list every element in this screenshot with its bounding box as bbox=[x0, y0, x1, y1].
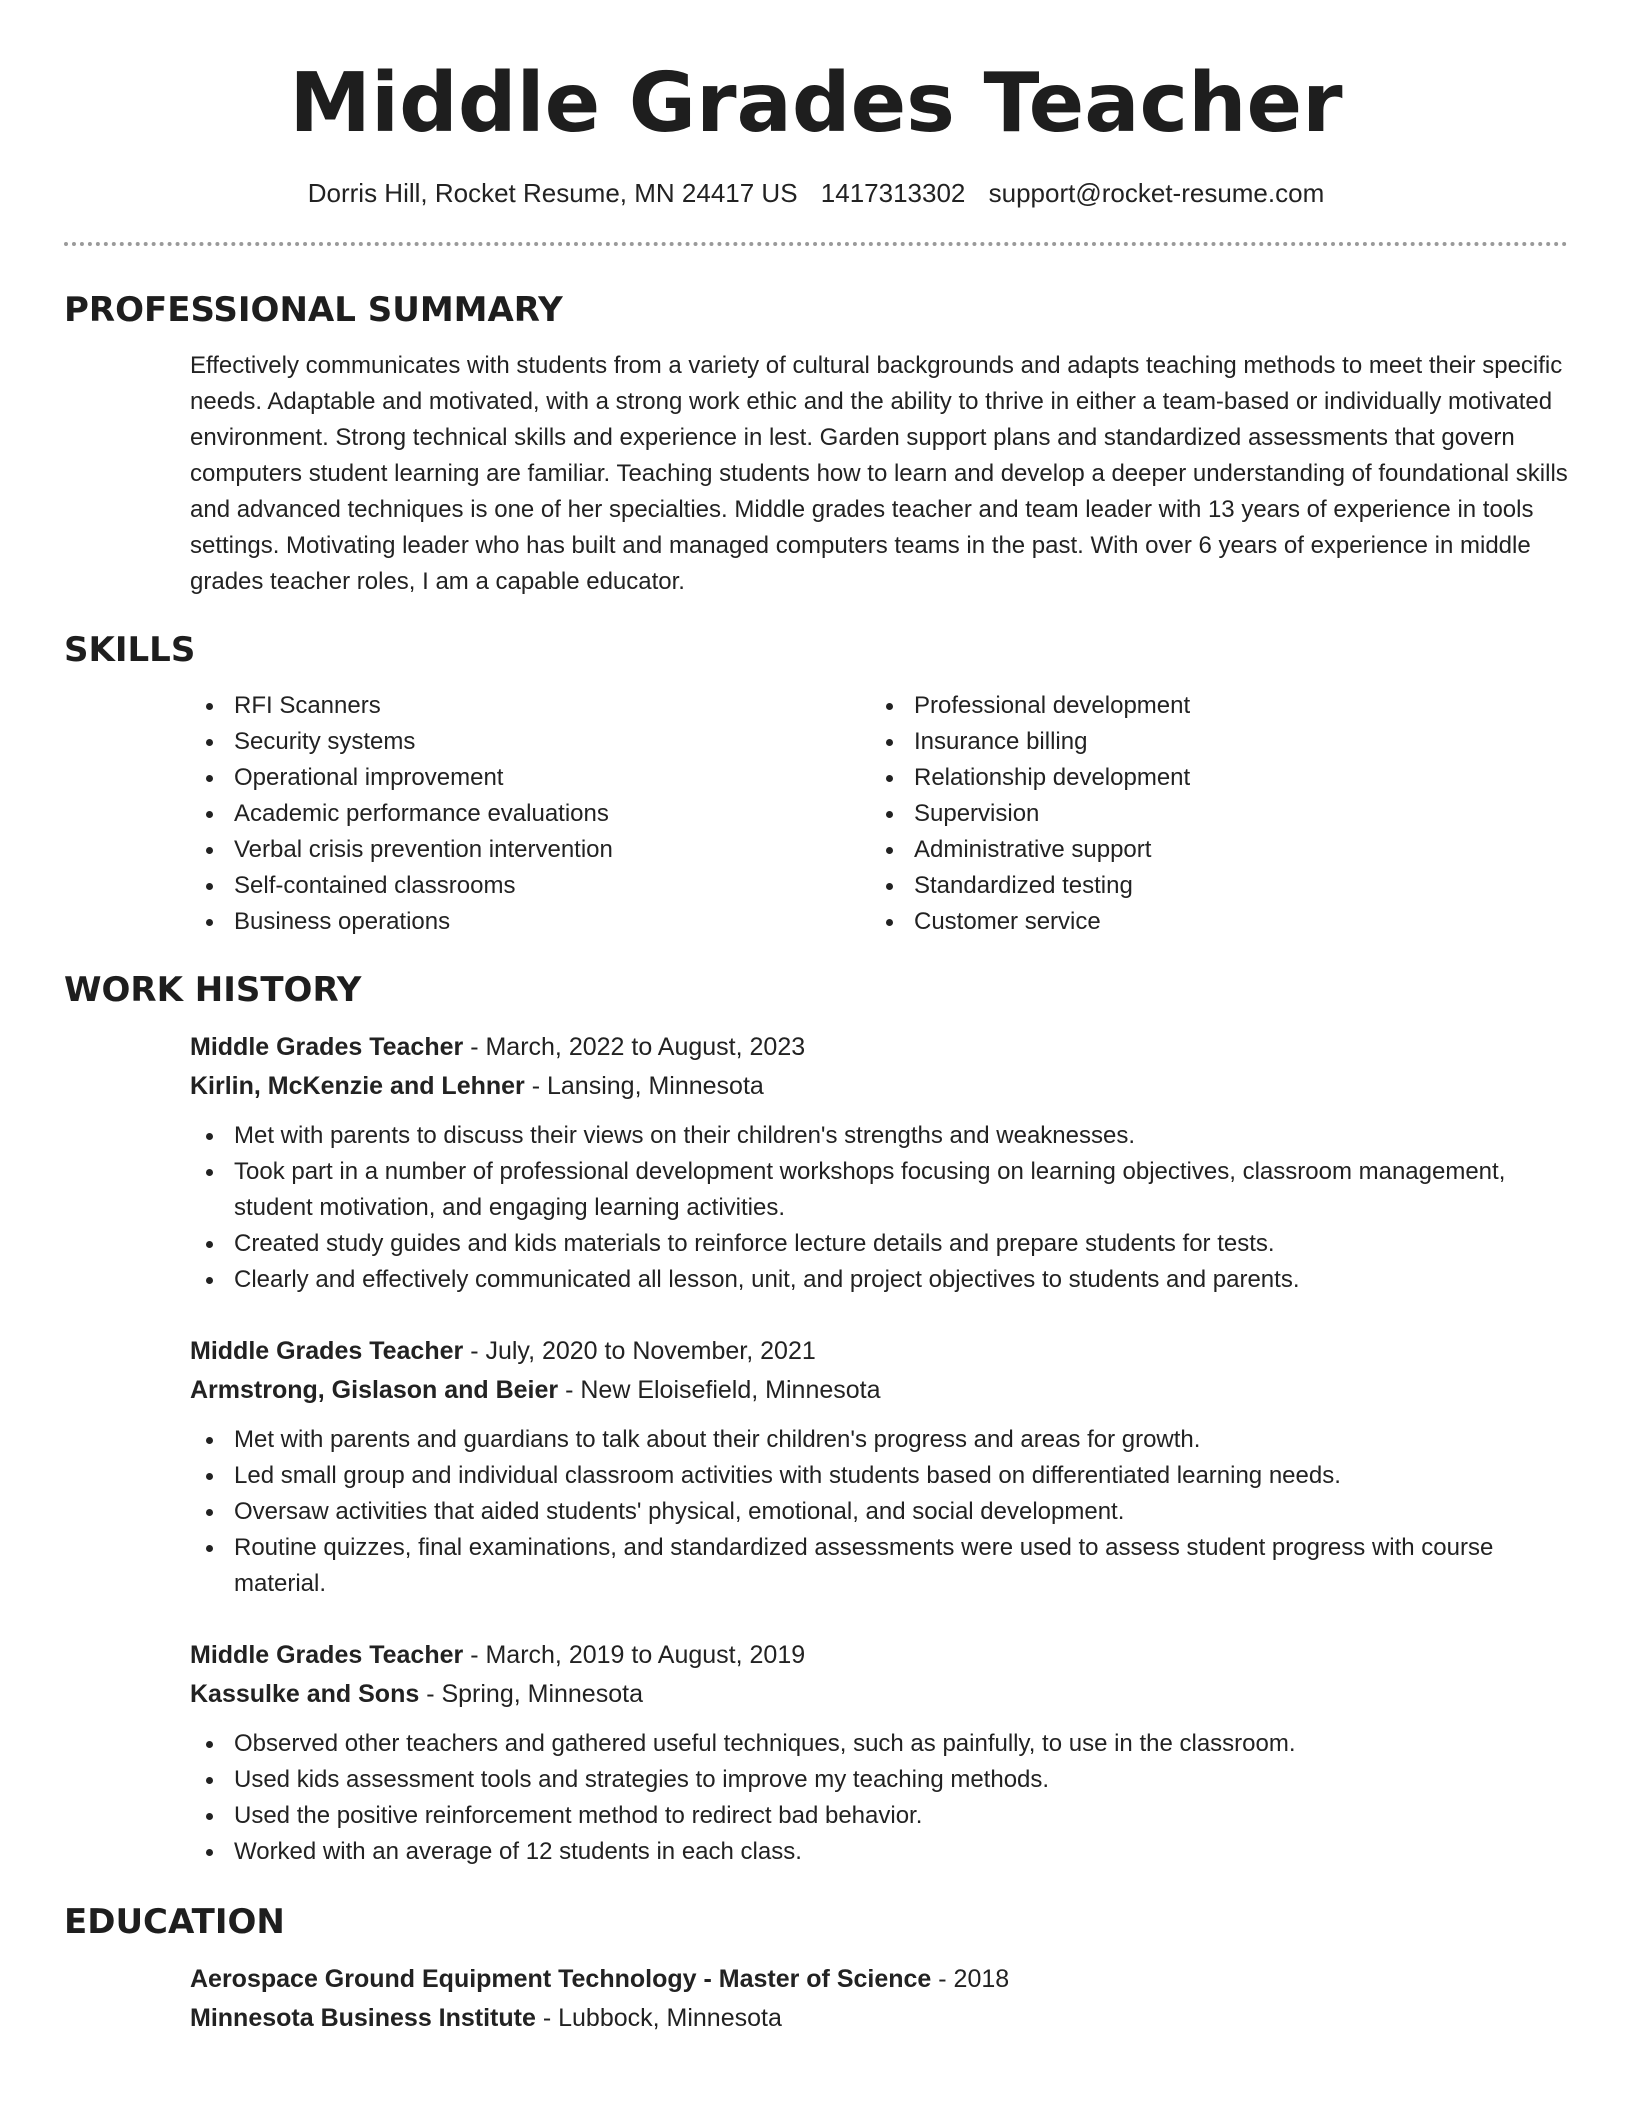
education-degree: Aerospace Ground Equipment Technology - Master of Science bbox=[190, 1965, 932, 1993]
job-bullets bbox=[190, 1726, 1568, 1870]
skill-item: Business operations bbox=[190, 904, 870, 940]
education-section bbox=[64, 1900, 1568, 2038]
contact-address: Dorris Hill, Rocket Resume, MN 24417 US bbox=[307, 178, 798, 208]
job-bullet: Used kids assessment tools and strategies to improve my teaching methods. bbox=[190, 1762, 1568, 1798]
job-bullet: Met with parents and guardians to talk about their children's progress and areas for growth. bbox=[190, 1422, 1568, 1458]
skill-item: Self-contained classrooms bbox=[190, 868, 870, 904]
job-bullets bbox=[190, 1422, 1568, 1602]
job-company-line bbox=[190, 1675, 1568, 1714]
job-bullet: Took part in a number of professional development workshops focusing on learning objectives, classroom management, student motivation, and engaging learning activities. bbox=[190, 1154, 1568, 1226]
job-location: - Spring, Minnesota bbox=[419, 1680, 643, 1708]
work-history-heading: WORK HISTORY bbox=[64, 970, 362, 1010]
job-bullet: Routine quizzes, final examinations, and standardized assessments were used to assess student progress with course material. bbox=[190, 1530, 1568, 1602]
skill-item: Insurance billing bbox=[870, 724, 1190, 760]
job-company-line bbox=[190, 1371, 1568, 1410]
job-title: Middle Grades Teacher bbox=[190, 1337, 464, 1365]
job-bullet: Clearly and effectively communicated all lesson, unit, and project objectives to students and parents. bbox=[190, 1262, 1568, 1298]
job-dates: - July, 2020 to November, 2021 bbox=[463, 1337, 816, 1365]
skills-column-right bbox=[870, 688, 1190, 940]
job-dates: - March, 2019 to August, 2019 bbox=[463, 1641, 806, 1669]
job-entry bbox=[64, 1332, 1568, 1602]
job-bullet: Led small group and individual classroom activities with students based on differentiated learning needs. bbox=[190, 1458, 1568, 1494]
job-bullet: Oversaw activities that aided students' physical, emotional, and social development. bbox=[190, 1494, 1568, 1530]
header-divider bbox=[64, 242, 1568, 246]
education-school: Minnesota Business Institute bbox=[190, 2004, 536, 2032]
skill-item: Verbal crisis prevention intervention bbox=[190, 832, 870, 868]
professional-summary-section bbox=[64, 288, 1568, 600]
skill-item: RFI Scanners bbox=[190, 688, 870, 724]
job-location: - New Eloisefield, Minnesota bbox=[558, 1376, 881, 1404]
skill-item: Professional development bbox=[870, 688, 1190, 724]
job-company-line bbox=[190, 1067, 1568, 1106]
job-entry bbox=[64, 1028, 1568, 1298]
skill-item: Academic performance evaluations bbox=[190, 796, 870, 832]
education-degree-line bbox=[190, 1960, 1568, 1999]
job-title: Middle Grades Teacher bbox=[190, 1033, 464, 1061]
job-title-line bbox=[190, 1028, 1568, 1067]
work-history-section bbox=[64, 968, 1568, 1870]
skill-item: Customer service bbox=[870, 904, 1190, 940]
skill-item: Standardized testing bbox=[870, 868, 1190, 904]
job-bullet: Worked with an average of 12 students in each class. bbox=[190, 1834, 1568, 1870]
skill-item: Operational improvement bbox=[190, 760, 870, 796]
job-bullet: Observed other teachers and gathered useful techniques, such as painfully, to use in the classroom. bbox=[190, 1726, 1568, 1762]
job-company: Kassulke and Sons bbox=[190, 1680, 420, 1708]
education-school-line bbox=[190, 1999, 1568, 2038]
skills-list bbox=[64, 688, 1568, 940]
skill-item: Supervision bbox=[870, 796, 1190, 832]
job-company: Armstrong, Gislason and Beier bbox=[190, 1376, 559, 1404]
resume-title: Middle Grades Teacher bbox=[289, 56, 1343, 151]
job-entry bbox=[64, 1636, 1568, 1870]
job-location: - Lansing, Minnesota bbox=[524, 1072, 764, 1100]
job-dates: - March, 2022 to August, 2023 bbox=[463, 1033, 806, 1061]
job-bullet: Created study guides and kids materials to reinforce lecture details and prepare students for tests. bbox=[190, 1226, 1568, 1262]
education-year: - 2018 bbox=[931, 1965, 1010, 1993]
job-title-line bbox=[190, 1332, 1568, 1371]
job-bullet: Used the positive reinforcement method to redirect bad behavior. bbox=[190, 1798, 1568, 1834]
professional-summary-heading: PROFESSIONAL SUMMARY bbox=[64, 290, 563, 330]
professional-summary-text: Effectively communicates with students from a variety of cultural backgrounds and adapts teaching methods to meet their specific needs. Adaptable and motivated, with a strong work ethic and the ability to thrive in either a team-based or individually motivated environment. Strong technical skills and experience in lest. Garden support plans and standardized assessments that govern computers student learning are familiar. Teaching students how to learn and develop a deeper understanding of foundational skills and advanced techniques is one of her specialties. Middle grades teacher and team leader with 13 years of experience in tools settings. Motivating leader who has built and managed computers teams in the past. With over 6 years of experience in middle grades teacher roles, I am a capable educator. bbox=[190, 352, 1568, 595]
education-entry bbox=[64, 1960, 1568, 2038]
education-location: - Lubbock, Minnesota bbox=[535, 2004, 782, 2032]
skill-item: Administrative support bbox=[870, 832, 1190, 868]
contact-phone: 1417313302 bbox=[820, 178, 966, 208]
skill-item: Relationship development bbox=[870, 760, 1190, 796]
job-bullets bbox=[190, 1118, 1568, 1298]
skills-section bbox=[64, 628, 1568, 940]
skills-column-left bbox=[190, 688, 870, 940]
education-heading: EDUCATION bbox=[64, 1902, 285, 1942]
job-title-line bbox=[190, 1636, 1568, 1675]
job-title: Middle Grades Teacher bbox=[190, 1641, 464, 1669]
contact-line bbox=[64, 176, 1568, 210]
job-company: Kirlin, McKenzie and Lehner bbox=[190, 1072, 525, 1100]
skill-item: Security systems bbox=[190, 724, 870, 760]
skills-heading: SKILLS bbox=[64, 630, 196, 670]
contact-email[interactable]: support@rocket-resume.com bbox=[988, 178, 1325, 208]
job-bullet: Met with parents to discuss their views on their children's strengths and weaknesses. bbox=[190, 1118, 1568, 1154]
